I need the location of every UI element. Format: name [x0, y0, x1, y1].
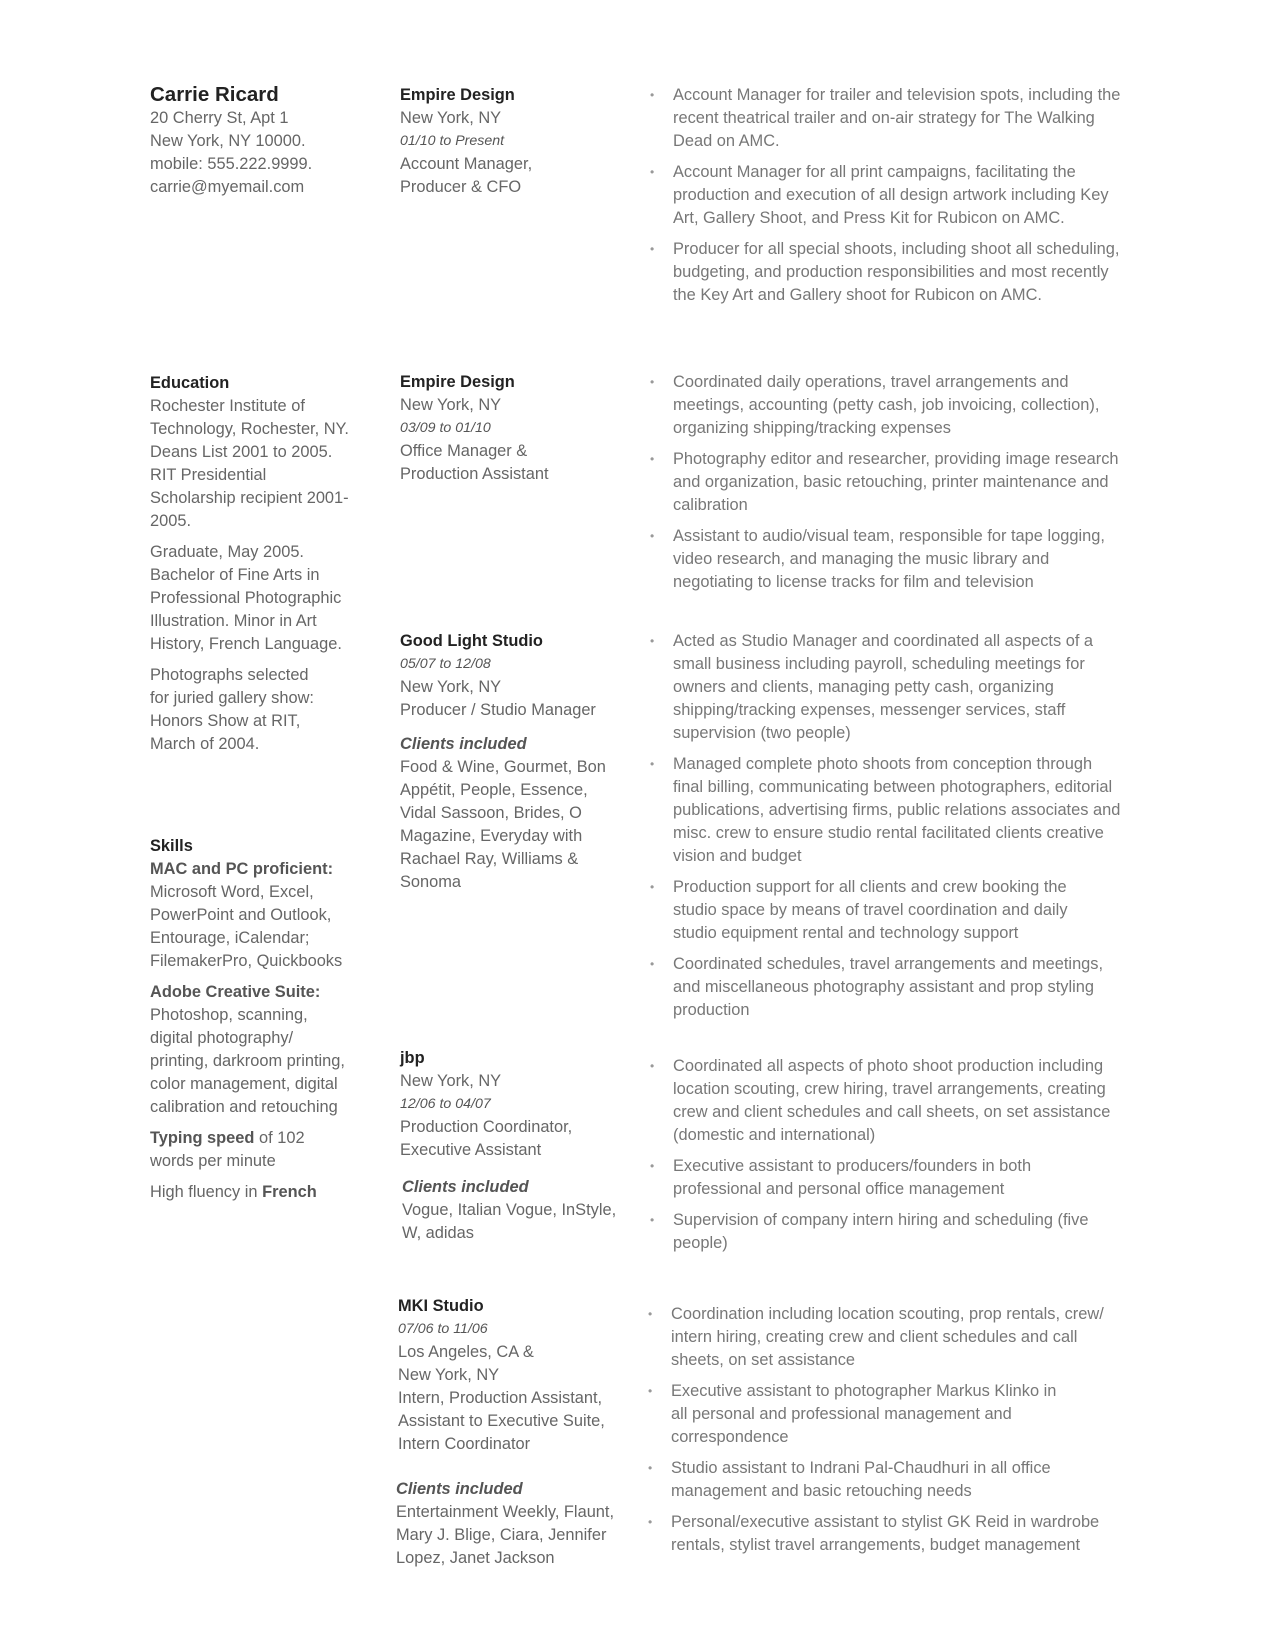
language-fluency [150, 1181, 355, 1204]
bullet-icon: • [650, 375, 655, 389]
bullet-icon: • [650, 529, 655, 543]
job-dates: 12/06 to 04/07 [400, 1096, 491, 1112]
bullet-icon: • [650, 1059, 655, 1073]
bullet-icon: • [650, 1213, 655, 1227]
clients-heading: Clients included [400, 735, 527, 753]
duty-item: • Account Manager for all print campaigns, facilitating the production and execution of all design artwork including Key Art, Gallery Shoot, and Press Kit for Rubicon on AMC. [650, 163, 1109, 227]
job-header [400, 1047, 640, 1245]
duty-item: • Managed complete photo shoots from conception through final billing, communicating between photographers, editorial publications, advertising firms, public relations associates and misc. crew to ensure studio rental facilitated clients creative vision and budget [650, 755, 1121, 865]
duty-item: • Photography editor and researcher, providing image research and organization, basic retouching, printer maintenance and calibration [650, 450, 1119, 514]
duty-item: • Production support for all clients and crew booking the studio space by means of travel coordination and daily studio equipment rental and technology support [650, 878, 1068, 942]
bullet-icon: • [650, 88, 655, 102]
bullet-icon: • [650, 1159, 655, 1173]
job-title-line: Production Assistant [400, 465, 549, 483]
company-name: jbp [400, 1049, 425, 1067]
candidate-name: Carrie Ricard [150, 83, 279, 106]
company-name: Empire Design [400, 373, 515, 391]
job-duties [650, 84, 1122, 315]
job-dates: 07/06 to 11/06 [398, 1321, 488, 1337]
job-dates: 01/10 to Present [400, 133, 505, 149]
job-duties [650, 1055, 1122, 1263]
duty-item: • Coordination including location scouting, prop rentals, crew/ intern hiring, creating crew and client schedules and call sheets, on set assistance [648, 1305, 1104, 1369]
clients-list: Entertainment Weekly, Flaunt, Mary J. Blige, Ciara, Jennifer Lopez, Janet Jackson [396, 1503, 615, 1567]
typing-speed [150, 1127, 320, 1173]
bullet-icon: • [648, 1461, 653, 1475]
duty-item: • Studio assistant to Indrani Pal-Chaudhuri in all office management and basic retouching needs [648, 1459, 1051, 1500]
fluency-language: French [262, 1183, 317, 1201]
duty-item: • Executive assistant to photographer Markus Klinko in all personal and professional management and correspondence [648, 1382, 1057, 1446]
bullet-icon: • [650, 634, 655, 648]
clients-list: Food & Wine, Gourmet, Bon Appétit, People, Essence, Vidal Sassoon, Brides, O Magazine, Everyday with Rachael Ray, Williams & Sonoma [400, 758, 606, 891]
job-location: New York, NY [400, 396, 502, 414]
bullet-icon: • [648, 1515, 653, 1529]
job-header [400, 371, 640, 486]
duty-item: • Executive assistant to producers/founders in both professional and personal office management [650, 1157, 1032, 1198]
duty-item: • Assistant to audio/visual team, responsible for tape logging, video research, and managing the music library and negotiating to license tracks for film and television [650, 527, 1105, 591]
job-header [400, 84, 640, 199]
job-title-line: Intern Coordinator [398, 1435, 531, 1453]
bullet-icon: • [648, 1307, 653, 1321]
job-title-line: Assistant to Executive Suite, [398, 1412, 605, 1430]
education-paragraph: Photographs selected for juried gallery show: Honors Show at RIT, March of 2004. [150, 666, 314, 753]
duty-item: • Account Manager for trailer and television spots, including the recent theatrical trailer and on-air strategy for The Walking Dead on AMC. [650, 86, 1121, 150]
bullet-icon: • [650, 957, 655, 971]
bullet-icon: • [650, 242, 655, 256]
job-dates: 05/07 to 12/08 [400, 656, 491, 672]
typing-label: Typing speed [150, 1129, 255, 1147]
contact-block [150, 83, 360, 199]
duty-item: • Personal/executive assistant to stylist GK Reid in wardrobe rentals, stylist travel arrangements, budget management [648, 1513, 1100, 1554]
company-name: MKI Studio [398, 1297, 484, 1315]
job-title-line: Executive Assistant [400, 1141, 542, 1159]
job-location-line: Los Angeles, CA & [398, 1343, 534, 1361]
company-name: Good Light Studio [400, 632, 543, 650]
adobe-text: Photoshop, scanning, digital photography/ printing, darkroom printing, color management, digital calibration and retouching [150, 1006, 345, 1116]
duty-item: • Acted as Studio Manager and coordinated all aspects of a small business including payroll, scheduling meetings for owners and clients, managing petty cash, organizing shipping/tracking expenses, messenger services, staff supervision (two people) [650, 632, 1094, 742]
job-title-line: Production Coordinator, [400, 1118, 573, 1136]
duty-item: • Supervision of company intern hiring and scheduling (five people) [650, 1211, 1089, 1252]
duty-item: • Producer for all special shoots, including shoot all scheduling, budgeting, and production responsibilities and most recently the Key Art and Gallery shoot for Rubicon on AMC. [650, 240, 1120, 304]
duty-item: • Coordinated all aspects of photo shoot production including location scouting, crew hiring, travel arrangements, creating crew and client schedules and call sheets, on set assistance (domestic and international) [650, 1057, 1111, 1144]
address-line-1: 20 Cherry St, Apt 1 [150, 109, 289, 127]
email-address: carrie@myemail.com [150, 178, 305, 196]
duty-item: • Coordinated daily operations, travel arrangements and meetings, accounting (petty cash, job invoicing, collection), organizing shipping/tracking expenses [650, 373, 1100, 437]
bullet-icon: • [650, 757, 655, 771]
mac-pc-label: MAC and PC proficient: [150, 860, 334, 878]
address-line-2: New York, NY 10000. [150, 132, 306, 150]
duties-list [650, 630, 1122, 1022]
skills-section [150, 835, 355, 1204]
clients-heading: Clients included [402, 1178, 529, 1196]
education-section [150, 372, 355, 756]
duties-list [648, 1303, 1120, 1557]
job-header [398, 1295, 638, 1570]
job-duties [650, 371, 1122, 602]
job-dates: 03/09 to 01/10 [400, 420, 491, 436]
job-title-line: Intern, Production Assistant, [398, 1389, 603, 1407]
job-location: New York, NY [400, 109, 502, 127]
job-location: New York, NY [400, 1072, 502, 1090]
job-location: New York, NY [400, 678, 502, 696]
duty-item: • Coordinated schedules, travel arrangements and meetings, and miscellaneous photography assistant and prop styling production [650, 955, 1104, 1019]
fluency-text: High fluency in [150, 1183, 263, 1201]
education-heading: Education [150, 374, 230, 392]
job-duties [650, 630, 1122, 1030]
typing-text: of 102 words per minute [150, 1129, 305, 1170]
job-duties [648, 1303, 1120, 1565]
duties-list [650, 1055, 1122, 1255]
job-title-line: Producer & CFO [400, 178, 522, 196]
duties-list [650, 84, 1122, 307]
bullet-icon: • [650, 880, 655, 894]
bullet-icon: • [650, 452, 655, 466]
clients-heading: Clients included [396, 1480, 523, 1498]
education-paragraph: Graduate, May 2005. Bachelor of Fine Arts in Professional Photographic Illustration. Minor in Art History, French Language. [150, 543, 342, 653]
job-title-line: Account Manager, [400, 155, 533, 173]
skills-heading: Skills [150, 837, 193, 855]
job-header [400, 630, 615, 894]
job-title-line: Producer / Studio Manager [400, 701, 596, 719]
adobe-label: Adobe Creative Suite: [150, 983, 321, 1001]
mac-pc-text: Microsoft Word, Excel, PowerPoint and Outlook, Entourage, iCalendar; FilemakerPro, Quickbooks [150, 883, 343, 970]
clients-list: Vogue, Italian Vogue, InStyle, W, adidas [402, 1201, 617, 1242]
job-location-line: New York, NY [398, 1366, 500, 1384]
job-title-line: Office Manager & [400, 442, 528, 460]
company-name: Empire Design [400, 86, 515, 104]
education-paragraph: Rochester Institute of Technology, Rochester, NY. Deans List 2001 to 2005. RIT Presidential Scholarship recipient 2001-2005. [150, 397, 349, 530]
bullet-icon: • [650, 165, 655, 179]
duties-list [650, 371, 1122, 594]
bullet-icon: • [648, 1384, 653, 1398]
mobile-number: mobile: 555.222.9999. [150, 155, 313, 173]
